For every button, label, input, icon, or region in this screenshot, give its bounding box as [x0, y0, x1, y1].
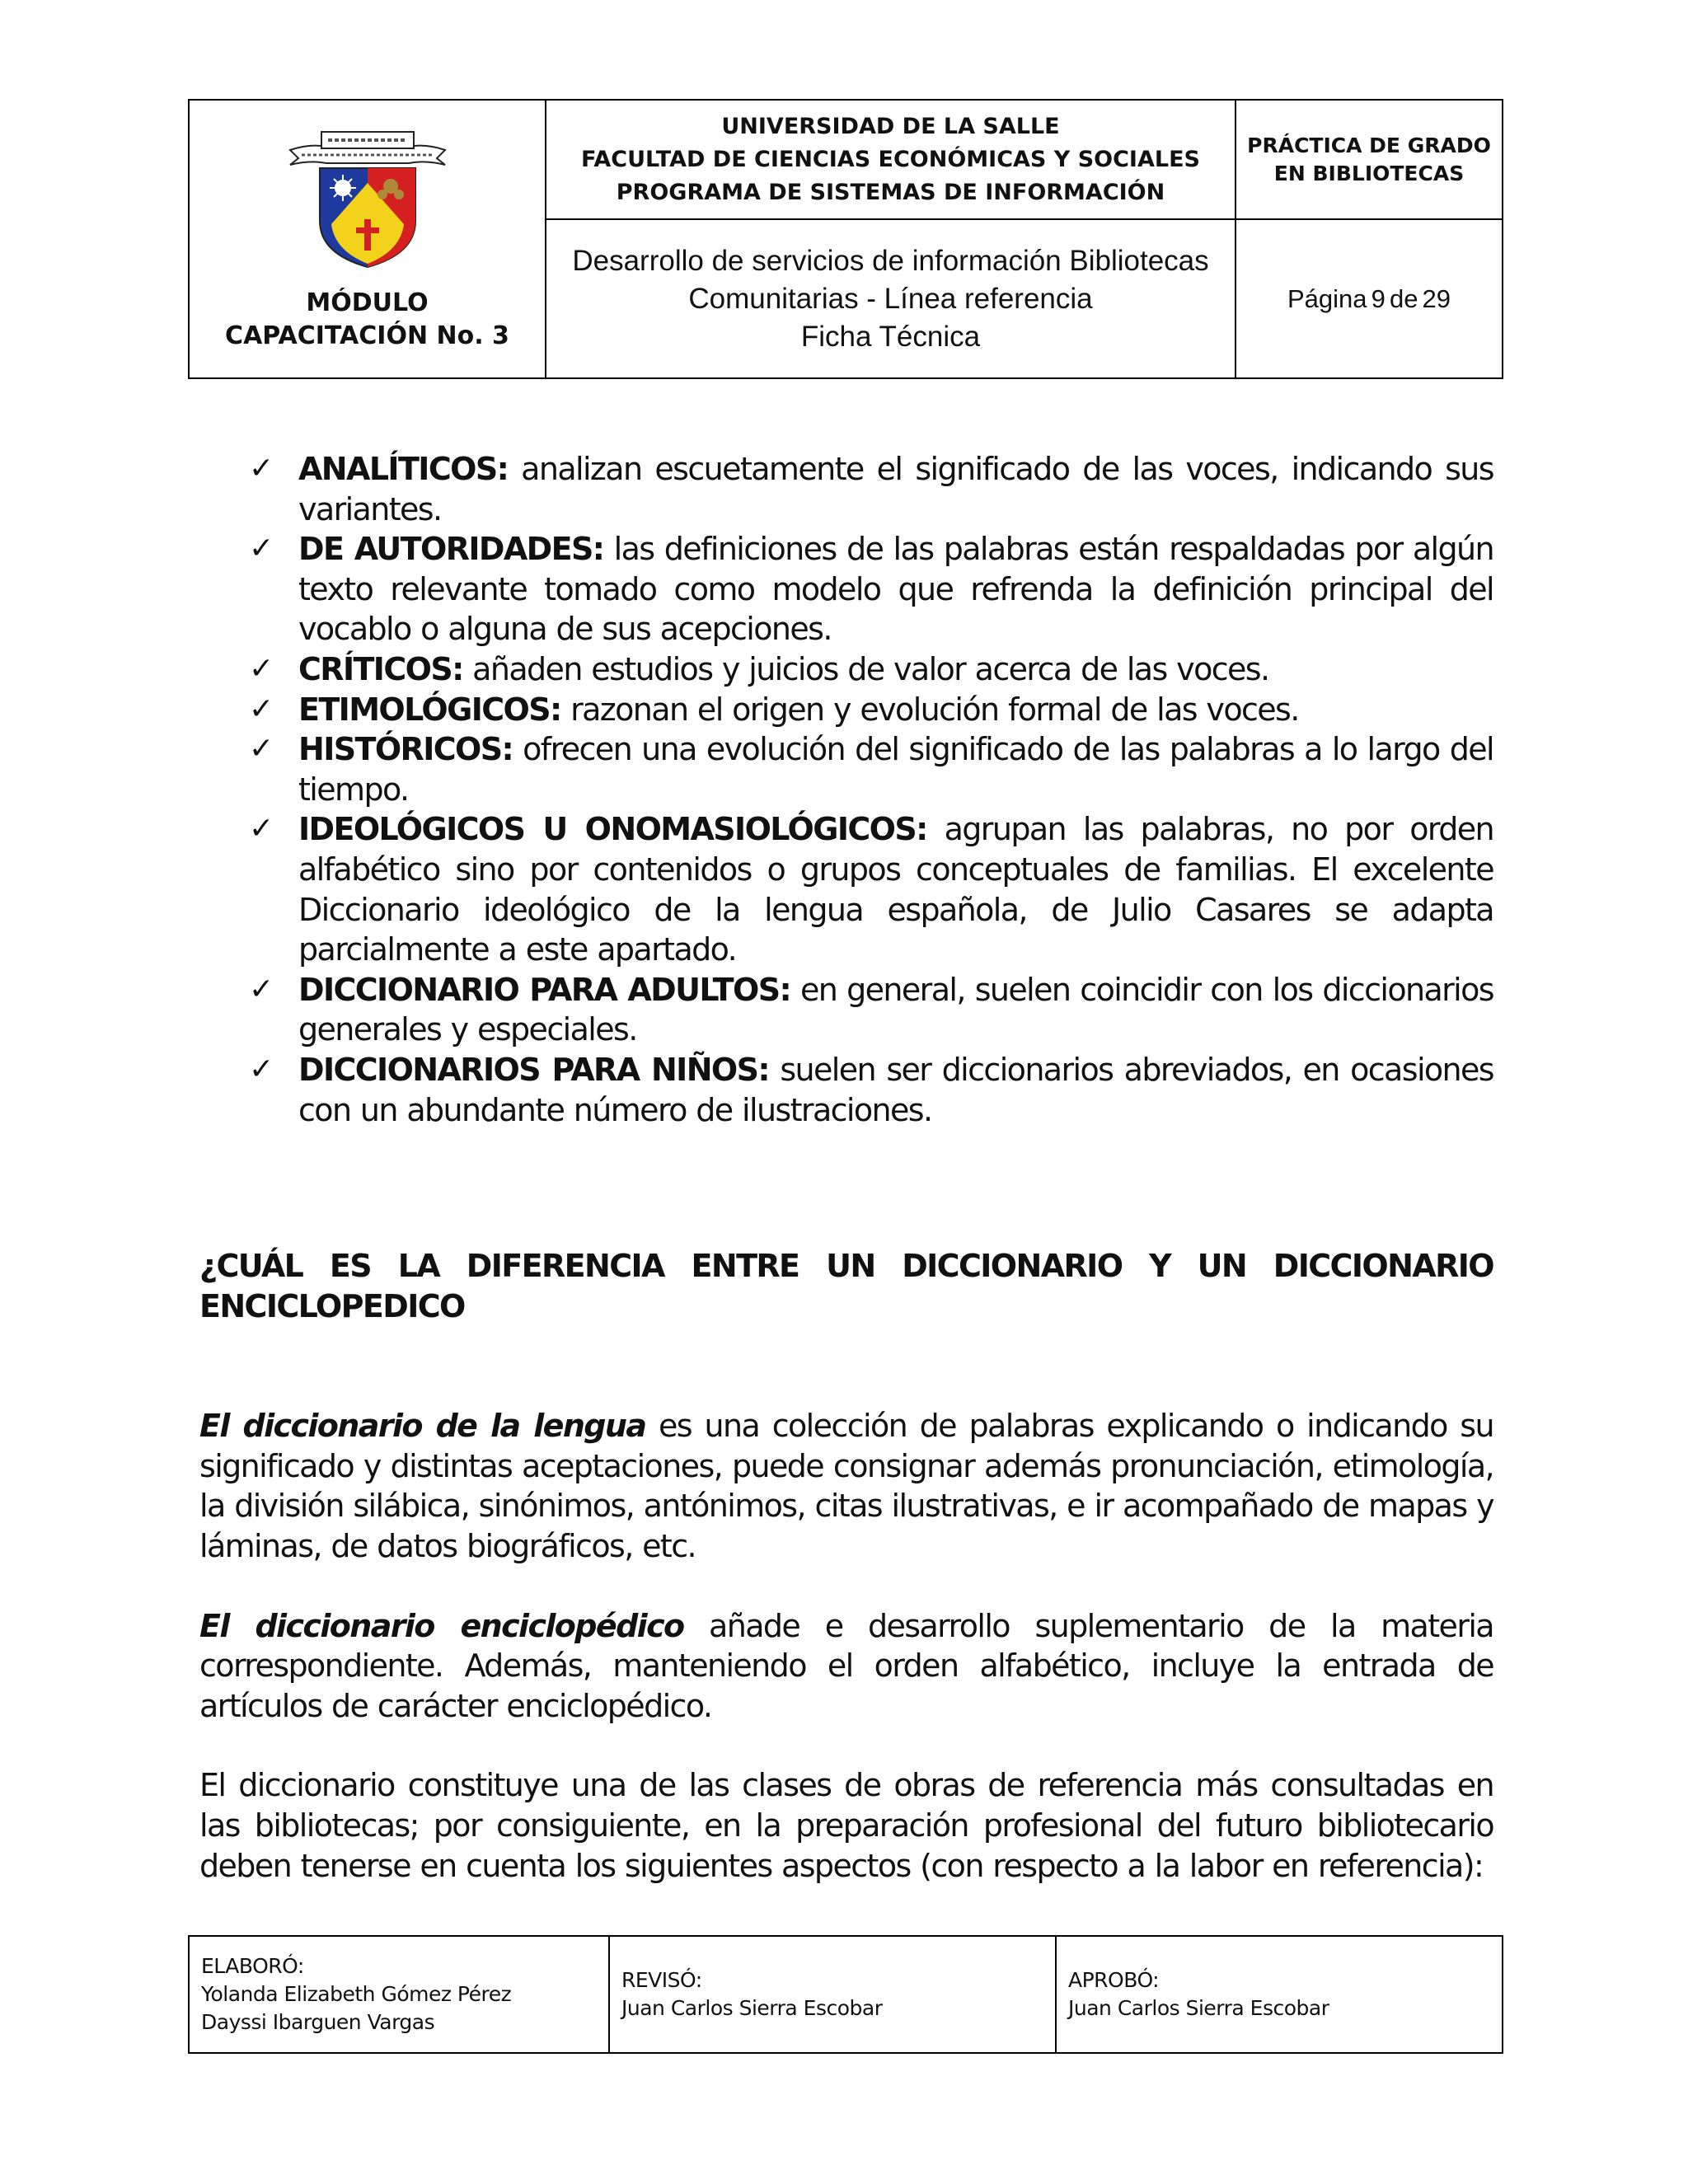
list-item [199, 1050, 1493, 1130]
list-item [199, 690, 1493, 730]
list-item [199, 649, 1493, 690]
paragraph-encyclopedic-dictionary [199, 1606, 1493, 1727]
list-item-term: DICCIONARIOS PARA NIÑOS: [298, 1051, 769, 1088]
header-table [188, 99, 1503, 379]
author-name: Yolanda Elizabeth Gómez Pérez [201, 1982, 512, 2006]
page-number-cell [1236, 219, 1503, 378]
page-current: 9 [1371, 284, 1386, 313]
section-heading: ¿CUÁL ES LA DIFERENCIA ENTRE UN DICCIONARIO Y UN DICCIONARIO ENCICLOPEDICO [199, 1248, 1493, 1324]
program-name: PROGRAMA DE SISTEMAS DE INFORMACIÓN [616, 179, 1165, 205]
paragraph-text: es una colección de palabras explicando o indicando su significado y distintas aceptaciones, puede consignar además pronunciación, etimología, la división silábica, sinónimos, antónimos, citas ilustrativas, e ir acompañado de mapas y láminas, de datos biográficos, etc. [199, 1408, 1493, 1565]
list-item-text: en general, suelen coincidir con los diccionarios generales y especiales. [298, 971, 1493, 1048]
list-item-text: razonan el origen y evolución formal de las voces. [560, 691, 1299, 728]
author-name: Dayssi Ibarguen Vargas [201, 2010, 435, 2034]
faculty-name: FACULTAD DE CIENCIAS ECONÓMICAS Y SOCIALES [581, 146, 1200, 172]
dictionary-types-list [199, 449, 1493, 1130]
list-item-term: DICCIONARIO PARA ADULTOS: [298, 971, 791, 1008]
reviewed-label: REVISÓ: [621, 1968, 702, 1992]
approved-cell [1056, 1936, 1503, 2053]
checkmark-icon: ✓ [249, 691, 273, 726]
paragraph-term: El diccionario de la lengua [199, 1408, 646, 1445]
checkmark-icon: ✓ [249, 1052, 273, 1086]
list-item-text: analizan escuetamente el significado de las voces, indicando sus variantes. [298, 451, 1493, 527]
list-item [199, 529, 1493, 649]
training-label: CAPACITACIÓN No. 3 [225, 321, 509, 350]
list-item [199, 729, 1493, 809]
elaborated-cell [189, 1936, 609, 2053]
page-of: de [1389, 284, 1418, 313]
list-item-term: HISTÓRICOS: [298, 731, 513, 768]
page-label: Página [1287, 284, 1367, 313]
document-body [199, 449, 1493, 1886]
list-item-text: ofrecen una evolución del significado de las palabras a lo largo del tiempo. [298, 731, 1493, 808]
project-cell [546, 219, 1236, 378]
project-line1: Desarrollo de servicios de información Bibliotecas [572, 244, 1209, 277]
practice-line2: EN BIBLIOTECAS [1273, 161, 1465, 185]
project-line2: Comunitarias - Línea referencia [688, 282, 1093, 315]
list-item-text: agrupan las palabras, no por orden alfabético sino por contenidos o grupos conceptuales de familias. El excelente Diccionario ideológico de la lengua española, de Julio Casares se adapta parcialmente a este apartado. [298, 811, 1493, 968]
logo-cell [189, 100, 546, 378]
university-seal-icon [285, 122, 450, 270]
page-total: 29 [1422, 284, 1451, 313]
paragraph-term: El diccionario enciclopédico [199, 1607, 684, 1644]
paragraph-text: añade e desarrollo suplementario de la materia correspondiente. Además, manteniendo el orden alfabético, incluye la entrada de artículos de carácter enciclopédico. [199, 1607, 1493, 1724]
institution-cell [546, 100, 1236, 219]
checkmark-icon: ✓ [249, 812, 273, 846]
checkmark-icon: ✓ [249, 972, 273, 1006]
list-item [199, 809, 1493, 969]
list-item-text: suelen ser diccionarios abreviados, en ocasiones con un abundante número de ilustraciones. [298, 1051, 1494, 1128]
project-line3: Ficha Técnica [800, 320, 981, 353]
checkmark-icon: ✓ [249, 452, 273, 485]
list-item-text: añaden estudios y juicios de valor acerca de las voces. [462, 650, 1269, 687]
list-item-term: IDEOLÓGICOS U ONOMASIOLÓGICOS: [298, 811, 927, 848]
list-item [199, 970, 1493, 1050]
list-item [199, 449, 1493, 529]
module-label: MÓDULO [306, 288, 429, 317]
list-item-term: CRÍTICOS: [298, 650, 463, 687]
list-item-term: ANALÍTICOS: [298, 451, 509, 487]
list-item-text: las definiciones de las palabras están respaldadas por algún texto relevante tomado como modelo que refrenda la definición principal del vocablo o alguna de sus acepciones. [298, 531, 1493, 648]
paragraph-language-dictionary [199, 1406, 1493, 1566]
checkmark-icon: ✓ [249, 732, 273, 766]
list-item-term: DE AUTORIDADES: [298, 531, 604, 568]
practice-line1: PRÁCTICA DE GRADO [1247, 133, 1491, 157]
elaborated-label: ELABORÓ: [201, 1954, 304, 1978]
reviewed-cell [609, 1936, 1056, 2053]
checkmark-icon: ✓ [249, 532, 273, 566]
footer-table [188, 1935, 1503, 2054]
university-name: UNIVERSIDAD DE LA SALLE [721, 113, 1060, 139]
approved-label: APROBÓ: [1068, 1968, 1160, 1992]
checkmark-icon: ✓ [249, 651, 273, 686]
list-item-term: ETIMOLÓGICOS: [298, 691, 561, 728]
approver-name: Juan Carlos Sierra Escobar [1068, 1996, 1329, 2020]
reviewer-name: Juan Carlos Sierra Escobar [621, 1996, 883, 2020]
practice-cell [1236, 100, 1503, 219]
paragraph-reference-works: El diccionario constituye una de las clases de obras de referencia más consultadas en las bibliotecas; por consiguiente, en la preparación profesional del futuro bibliotecario deben tenerse en cuenta los siguientes aspectos (con respecto a la labor en referencia): [199, 1767, 1493, 1884]
